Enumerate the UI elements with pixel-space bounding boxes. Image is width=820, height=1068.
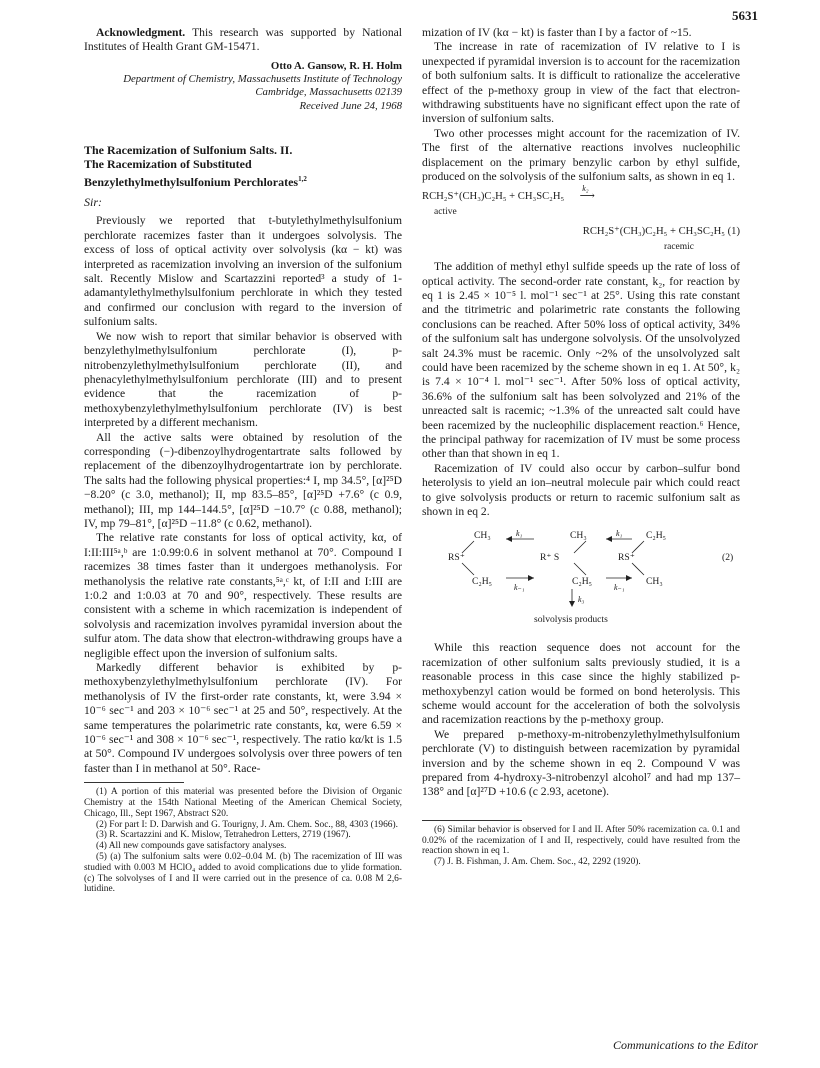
- title-line-1: The Racemization of Sulfonium Salts. II.: [84, 142, 293, 157]
- title-line-2: The Racemization of Substituted: [84, 157, 252, 172]
- scheme-equation-number: (2): [722, 552, 734, 564]
- paragraph: Two other processes might account for the racemization of IV. The first of the alternative reactions involves nucleophilic displacement on the primary benzylic carbon by ethyl sulfide, produced on the solvolysis of the sulfonium salts, as shown in eq 1.: [422, 126, 740, 184]
- scheme-ion-pair: R⁺ S: [540, 552, 560, 564]
- running-footer: Communications to the Editor: [613, 1038, 758, 1052]
- eq1-products: RCH₂S⁺(CH₃)C₂H₅ + CH₃SC₂H₅ (1): [582, 226, 740, 238]
- scheme-c2h5-middle: C₂H₅: [572, 576, 593, 588]
- paragraph: The increase in rate of racemization of IV relative to I is unexpected if pyramidal inversion is to account for the racemization of both sulfonium salts. It is difficult to rationalize the accelerative effect of the p-methoxy group in view of the fact that electron-withdrawing substituents have no significant effect upon the rate of inversion of sulfonium salts.: [422, 40, 740, 126]
- scheme-k3: k₃: [578, 595, 585, 605]
- acknowledgment: [84, 26, 402, 55]
- scheme-c2h5-left: C₂H₅: [472, 576, 493, 588]
- left-column: [84, 26, 402, 895]
- title-footnote-ref: 1,2: [298, 174, 307, 183]
- eq1-reactants: RCH₂S⁺(CH₃)C₂H₅ + CH₃SC₂H₅: [422, 191, 565, 203]
- scheme-sulfonium-left: RS⁺: [448, 552, 465, 564]
- footnote: (7) J. B. Fishman, J. Am. Chem. Soc., 42, 2292 (1920).: [434, 857, 641, 868]
- acknowledgment-text: This research was supported by National Institutes of Health Grant GM-15471.: [84, 26, 402, 54]
- footnote-rule: [84, 782, 184, 783]
- scheme-k1-left: k₁: [516, 529, 523, 539]
- scheme-c2h5-right: C₂H₅: [646, 530, 667, 542]
- scheme-k1-right: k₁: [616, 529, 623, 539]
- paragraph: Previously we reported that t-butylethylmethylsulfonium perchlorate racemizes faster than it undergoes solvolysis. The excess of loss of optical activity over solvolysis (kα − kt) was interpreted as racemization involving an inversion of the sulfonium salt. Recently Mislow and Scartazzini reported³ a study of 1-adamantylethylmethylsulfonium perchlorate in which they tested and confirmed our conclusion with regard to the inversion of sulfonium salts.: [84, 214, 402, 329]
- right-column: [422, 26, 740, 868]
- salutation: Sir:: [84, 195, 102, 210]
- title-line-3: Benzylethylmethylsulfonium Perchlorates: [84, 174, 299, 189]
- paragraph: Markedly different behavior is exhibited by p-methoxybenzylethylmethylsulfonium perchlorate (IV). For methanolysis of IV the first-order rate constants, kt, were 3.94 × 10⁻⁶ sec⁻¹ and 203 × 10⁻⁶ sec⁻¹ at 25 and 50°, respectively. At the same temperatures the polarimetric rate constants, kα, were 6.59 × 10⁻⁶ sec⁻¹ and 308 × 10⁻⁶ sec⁻¹, respectively. The ratio kα/kt is 1.5 at 50°. Compound IV undergoes solvolysis over three powers of ten faster than I in methanol at 50°. Race-: [84, 661, 402, 775]
- paragraph: The addition of methyl ethyl sulfide speeds up the rate of loss of optical activity. The second-order rate constant, k₂, for reaction by eq 1 is 2.45 × 10⁻⁵ l. mol⁻¹ sec⁻¹ at 25°. Using this rate constant and the titrimetric and polarimetric rate constants the following conclusions can be reached. After 50% loss of optical activity, 34% of the sulfonium salt has undergone solvolysis. Of the unsolvolyzed salt 24.3% must be racemic. Only ~2% of the unsolvolyzed salt could have been racemized by the scheme shown in eq 1. At 50°, k₂ is 7.4 × 10⁻⁴ l. mol⁻¹ sec⁻¹. After 50% loss of optical activity, 36.6% of the sulfonium salt has been solvolyzed and 21% of the unreacted salt is racemic; ~1.3% of the unreacted salt could have been racemized by the nucleophilic displacement reaction.⁶ Hence, the principal pathway for racemization of IV must be some process other than that shown in eq 1.: [422, 260, 740, 461]
- paragraph: While this reaction sequence does not account for the racemization of other sulfonium salts previously studied, it is a reasonable process in this case since the highly stabilized p-methoxybenzyl cation would be formed on bond heterolysis. This scheme would account for the acceleration of both the solvolysis and racemization reactions by the p-methoxy group.: [422, 641, 740, 727]
- scheme-ch3-left: CH₃: [474, 530, 491, 542]
- footnote: (1) A portion of this material was presented before the Division of Organic Chemistry at the 154th National Meeting of the American Chemical Society, Chicago, Ill., Sept 1967, Abstract S20.: [84, 787, 402, 819]
- footnote: (4) All new compounds gave satisfactory analyses.: [96, 841, 287, 852]
- paragraph: All the active salts were obtained by resolution of the corresponding (−)-dibenzoylhydrogentartrate salts followed by replacement of the dibenzoylhydrogentartrate ion by perchlorate. The salts had the following physical properties:⁴ I, mp 34.5°, [α]²⁵D −8.20° (c 3.0, methanol); II, mp 83.5–85°, [α]²⁵D +7.6° (c 0.9, methanol); III, mp 144–144.5°, [α]²⁵D −10.7° (c 0.88, methanol); IV, mp 79–81°, [α]²⁵D −11.8° (c 0.62, methanol).: [84, 430, 402, 530]
- equation-1: [422, 184, 740, 254]
- article-title: [84, 143, 402, 189]
- acknowledgment-head: Acknowledgment.: [96, 26, 186, 39]
- footnote: (3) R. Scartazzini and K. Mislow, Tetrahedron Letters, 2719 (1967).: [96, 830, 351, 841]
- scheme-solvolysis-products: solvolysis products: [534, 614, 608, 626]
- eq1-rate-constant: k₂: [582, 184, 589, 194]
- scheme-ch3-right: CH₃: [646, 576, 663, 588]
- paragraph: We now wish to report that similar behavior is observed with benzylethylmethylsulfonium perchlorate (I), p-nitrobenzylethylmethylsulfonium perchlorate (II), and phenacylethylmethylsulfonium perchlorate (III) and to present evidence that the racemization of p-methoxybenzylethylmethylsulfonium perchlorate (IV) is best interpreted by a different mechanism.: [84, 329, 402, 430]
- received-date: Received June 24, 1968: [299, 99, 402, 112]
- scheme-km1-left: k₋₁: [514, 583, 525, 593]
- scheme-sulfonium-right: RS⁺: [618, 552, 635, 564]
- eq1-active-label: active: [434, 206, 457, 217]
- footnote-rule: [422, 820, 522, 821]
- equation-2-scheme: [422, 525, 740, 633]
- paragraph: mization of IV (kα − kt) is faster than I by a factor of ~15.: [422, 26, 692, 39]
- eq1-arrow: k₂ ⟶: [579, 184, 595, 203]
- footnote: (6) Similar behavior is observed for I and II. After 50% racemization ca. 0.1 and 0.02% of the racemization of I and II, respectively, could have resulted from the reaction shown in eq 1.: [422, 824, 740, 857]
- paragraph: We prepared p-methoxy-m-nitrobenzylethylmethylsulfonium perchlorate (V) to distinguish between racemization by pyramidal inversion and by the scheme shown in eq 2. Compound V was prepared from 4-hydroxy-3-nitrobenzyl alcohol⁷ and had mp 137–138° and [α]²⁷D +10.6 (c 2.93, acetone).: [422, 727, 740, 799]
- eq1-racemic-label: racemic: [663, 241, 694, 252]
- scheme-km1-right: k₋₁: [614, 583, 625, 593]
- paragraph: The relative rate constants for loss of optical activity, kα, of I:II:III⁵ᵃ,ᵇ are 1:0.99:0.6 in solvent methanol at 70°. Compound I racemizes 38 times faster than it undergoes methanolysis. For methanolysis the relative rate constants,⁵ᵃ,ᶜ kt, of I:II and I:III are 1:0.2 and 1:0.03 at 70 and 90°, respectively. These results are consistent with a scheme in which racemization is independent of solvolysis and racemization involves pyramidal inversion about the sulfur atom. The data show that electron-withdrawing groups have a negligible effect upon the inversion of sulfonium salts.: [84, 531, 402, 660]
- authors: Otto A. Gansow, R. H. Holm: [270, 59, 402, 72]
- page-number: 5631: [732, 8, 758, 23]
- scheme-ch3-middle: CH₃: [570, 530, 587, 542]
- affiliation-line-2: Cambridge, Massachusetts 02139: [255, 86, 402, 99]
- footnote: (5) (a) The sulfonium salts were 0.02–0.04 M. (b) The racemization of III was studied with 0.003 M HClO₄ added to avoid complications due to ylide formation. (c) The solvolyses of I and II were carried out in the presence of ca. 0.08 M 2,6-lutidine.: [84, 852, 402, 895]
- footnote: (2) For part I: D. Darwish and G. Tourigny, J. Am. Chem. Soc., 88, 4303 (1966).: [96, 819, 398, 830]
- paragraph: Racemization of IV could also occur by carbon–sulfur bond heterolysis to yield an ion–neutral molecule pair which could react to give solvolysis products or return to racemic sulfonium salt as shown in eq 2.: [422, 461, 740, 518]
- affiliation-line-1: Department of Chemistry, Massachusetts Institute of Technology: [123, 73, 402, 86]
